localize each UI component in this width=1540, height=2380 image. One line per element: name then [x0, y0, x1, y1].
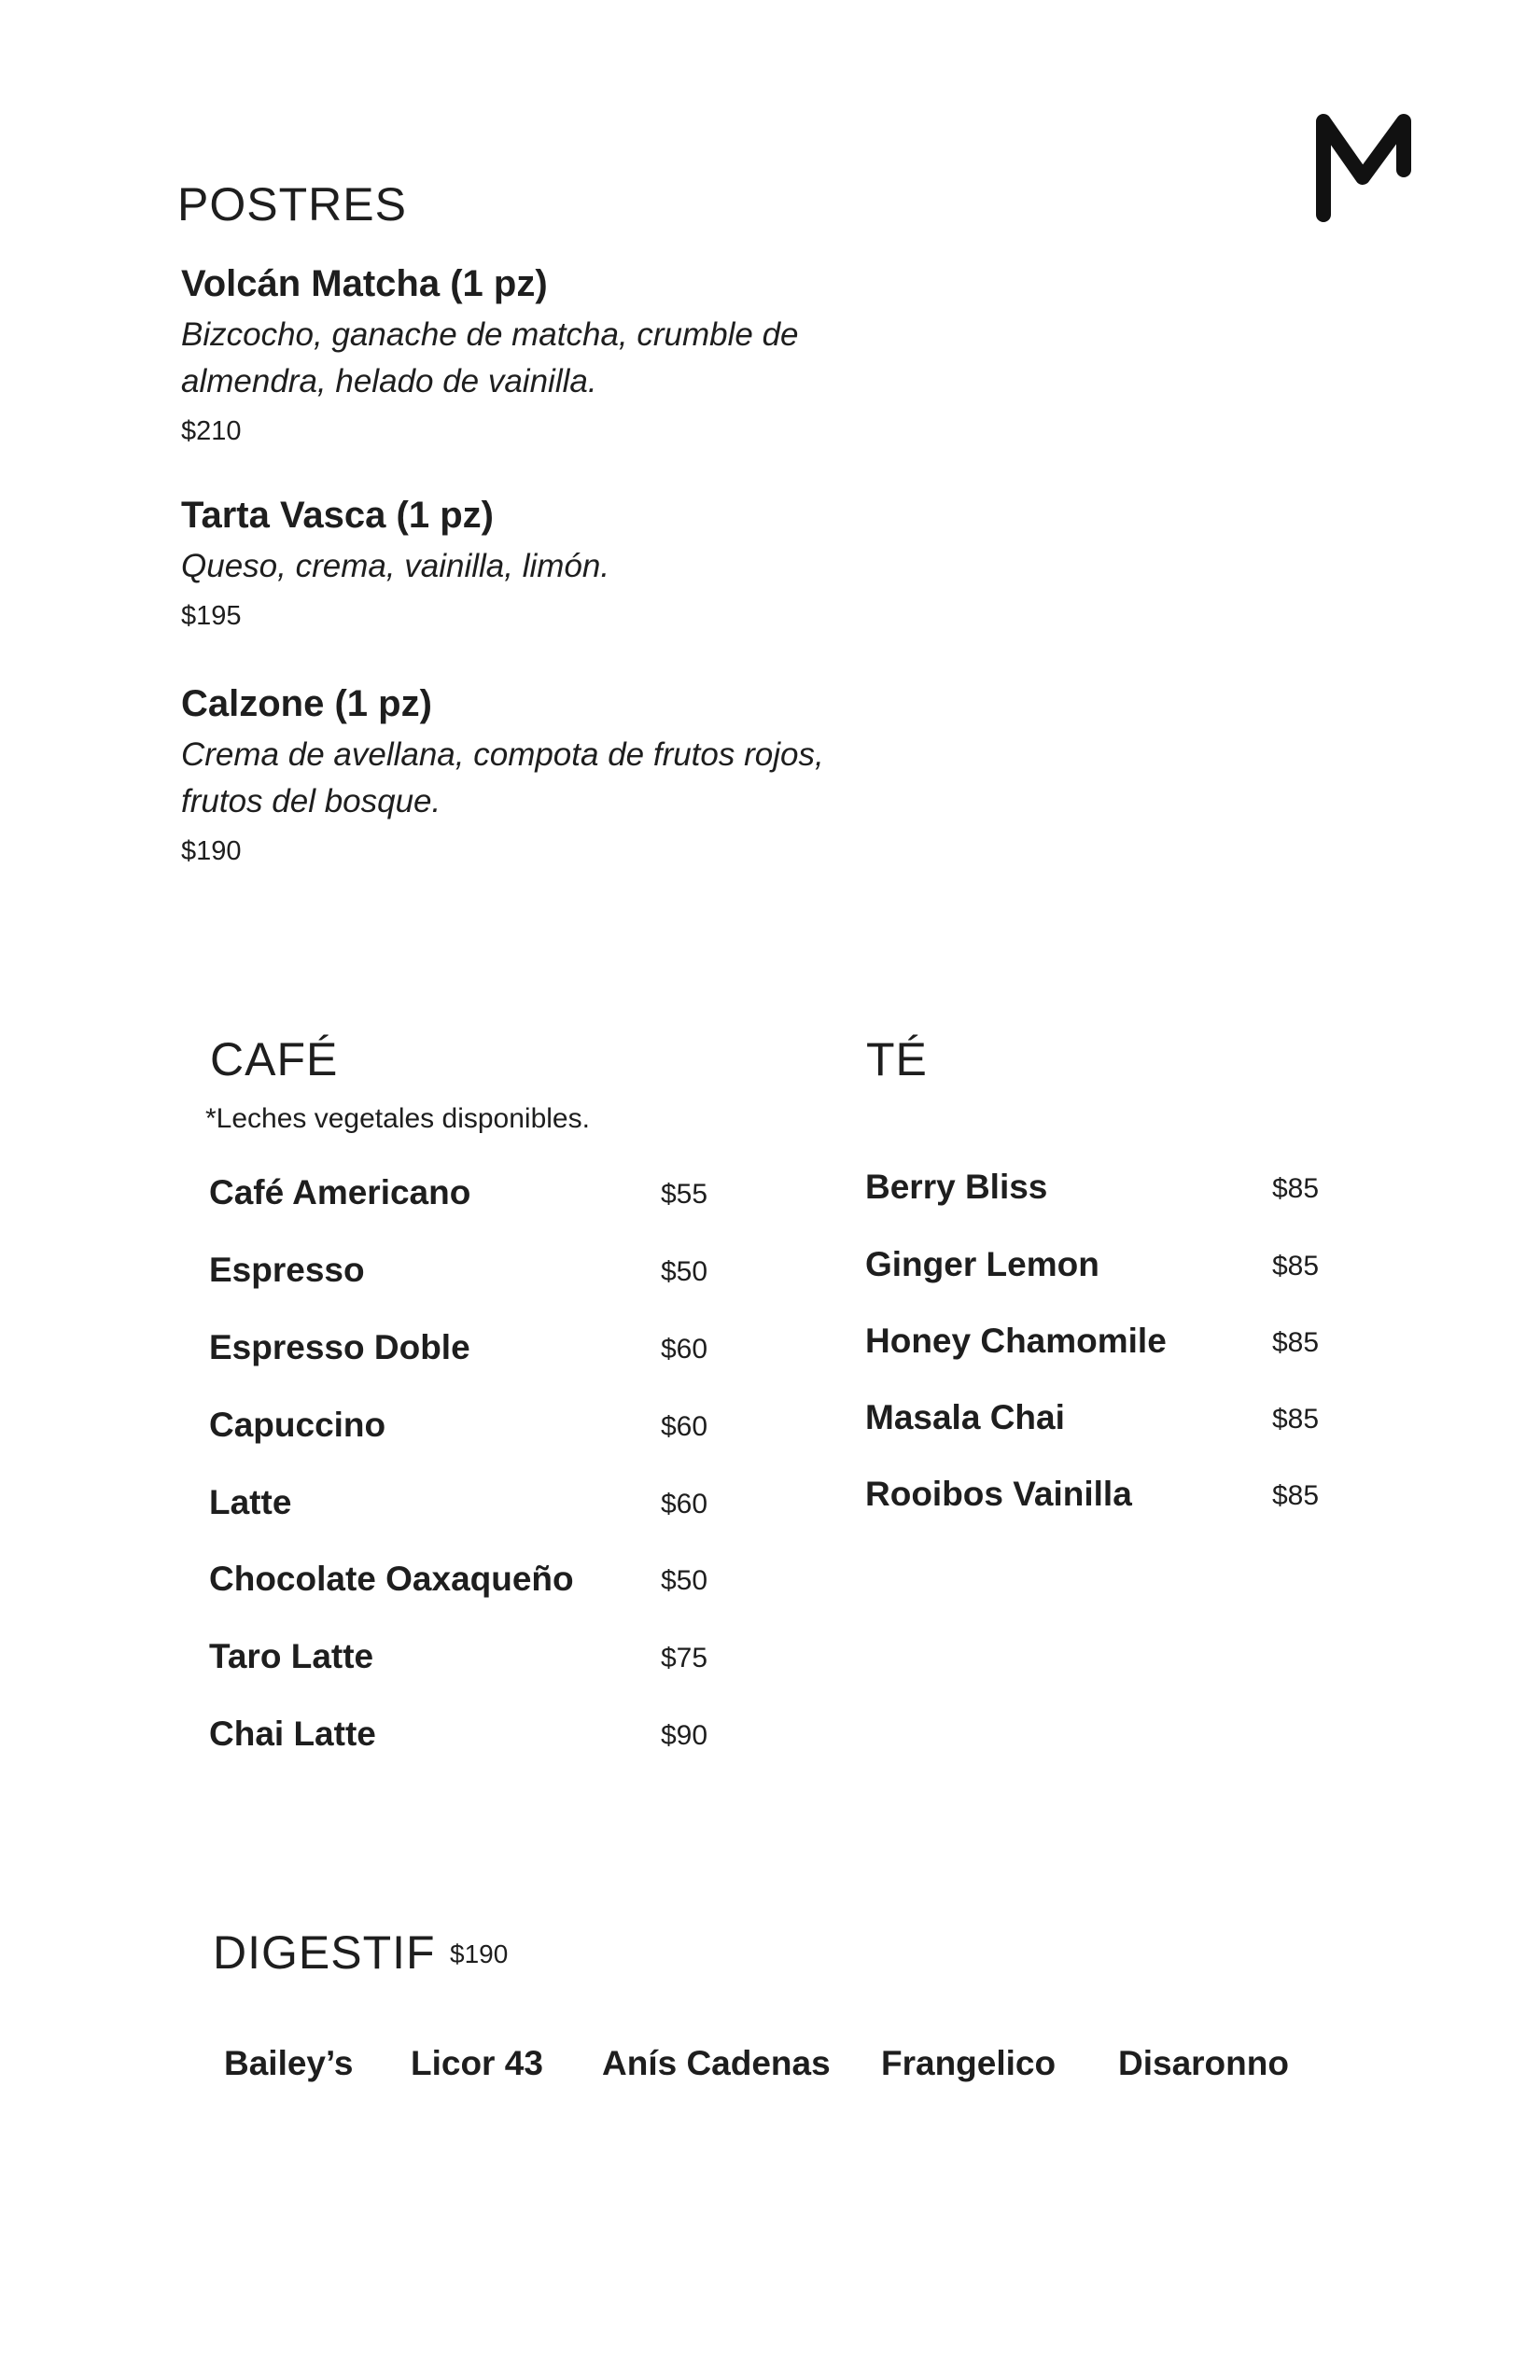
te-item-name: Rooibos Vainilla: [865, 1475, 1132, 1513]
cafe-menu-row: [209, 1557, 732, 1602]
te-item-price: $85: [1272, 1327, 1320, 1358]
cafe-item-name: Espresso: [209, 1251, 365, 1289]
dessert-description-line: Bizcocho, ganache de matcha, crumble de: [181, 316, 799, 353]
dessert-description-line: Crema de avellana, compota de frutos rojos,: [181, 736, 824, 773]
cafe-menu-row: [209, 1403, 732, 1448]
dessert-description: [181, 312, 946, 405]
cafe-item-price: $60: [661, 1411, 708, 1442]
cafe-item-name: Chocolate Oaxaqueño: [209, 1560, 574, 1598]
cafe-item-name: Taro Latte: [209, 1637, 374, 1675]
cafe-menu-row: [209, 1170, 732, 1215]
dessert-price: $190: [181, 836, 242, 866]
cafe-item-price: $90: [661, 1720, 708, 1751]
te-item-name: Ginger Lemon: [865, 1245, 1099, 1283]
dessert-description: [181, 732, 946, 825]
te-item-price: $85: [1272, 1173, 1320, 1204]
cafe-item-name: Latte: [209, 1483, 292, 1521]
cafe-title: CAFÉ: [210, 1033, 339, 1085]
postres-title: POSTRES: [177, 178, 407, 231]
digestif-item: Disaronno: [1118, 2044, 1289, 2082]
dessert-price: $210: [181, 416, 242, 446]
cafe-menu-row: [209, 1712, 732, 1757]
dessert-description-line: almendra, helado de vainilla.: [181, 363, 597, 399]
te-menu-row: [865, 1165, 1351, 1210]
cafe-note: *Leches vegetales disponibles.: [205, 1103, 590, 1134]
dessert-item: [181, 261, 946, 450]
cafe-item-price: $55: [661, 1179, 708, 1210]
dessert-description: [181, 543, 946, 590]
dessert-name: Tarta Vasca (1 pz): [181, 495, 494, 536]
cafe-menu-row: [209, 1634, 732, 1679]
digestif-item: Anís Cadenas: [602, 2044, 831, 2082]
cafe-item-price: $60: [661, 1489, 708, 1519]
te-item-name: Masala Chai: [865, 1398, 1065, 1436]
dessert-item: [181, 681, 946, 870]
cafe-menu-row: [209, 1480, 732, 1525]
dessert-name: Volcán Matcha (1 pz): [181, 263, 548, 304]
cafe-menu-row: [209, 1325, 732, 1370]
te-item-name: Honey Chamomile: [865, 1322, 1167, 1360]
te-item-name: Berry Bliss: [865, 1168, 1048, 1206]
cafe-item-price: $50: [661, 1256, 708, 1287]
digestif-price: $190: [450, 1939, 509, 1968]
te-item-price: $85: [1272, 1404, 1320, 1435]
digestif-item: Frangelico: [881, 2044, 1057, 2082]
digestif-title: DIGESTIF: [213, 1926, 436, 1979]
m-logo-icon: [1314, 112, 1415, 224]
te-item-price: $85: [1272, 1480, 1320, 1511]
cafe-item-price: $50: [661, 1565, 708, 1596]
cafe-item-name: Café Americano: [209, 1173, 471, 1211]
te-menu-row: [865, 1319, 1351, 1364]
te-menu-row: [865, 1472, 1351, 1517]
cafe-item-name: Chai Latte: [209, 1715, 376, 1753]
dessert-price: $195: [181, 601, 242, 631]
cafe-menu-row: [209, 1248, 732, 1293]
te-menu-row: [865, 1395, 1351, 1440]
te-title: TÉ: [866, 1033, 928, 1085]
te-menu-row: [865, 1242, 1351, 1287]
digestif-item: Bailey’s: [224, 2044, 354, 2082]
te-item-price: $85: [1272, 1251, 1320, 1281]
dessert-description-line: frutos del bosque.: [181, 783, 441, 819]
cafe-item-name: Capuccino: [209, 1406, 386, 1444]
cafe-item-price: $60: [661, 1334, 708, 1365]
cafe-item-name: Espresso Doble: [209, 1328, 470, 1366]
cafe-item-price: $75: [661, 1643, 708, 1673]
dessert-description-line: Queso, crema, vainilla, limón.: [181, 548, 610, 584]
digestif-item: Licor 43: [411, 2044, 543, 2082]
dessert-name: Calzone (1 pz): [181, 683, 432, 724]
dessert-item: [181, 493, 946, 635]
